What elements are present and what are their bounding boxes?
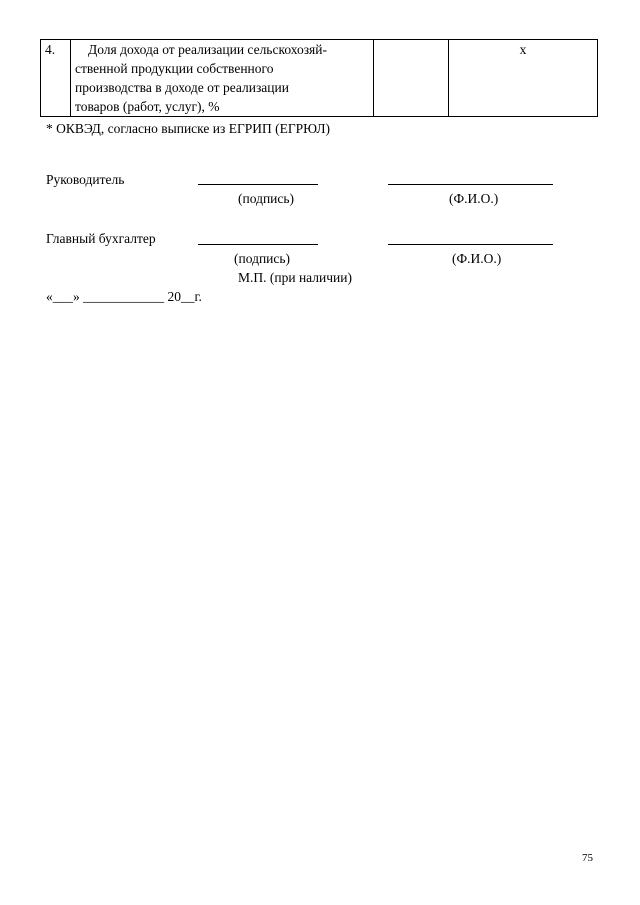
stamp-note: М.П. (при наличии) [238, 270, 352, 285]
row-name-cell [71, 40, 374, 117]
accountant-signature-line [198, 244, 318, 245]
row-name-line: ственной продукции собственного [75, 61, 274, 76]
head-signature-line [198, 184, 318, 185]
head-name-caption: (Ф.И.О.) [449, 191, 499, 206]
head-title: Руководитель [46, 172, 125, 187]
accountant-title: Главный бухгалтер [46, 231, 156, 246]
head-name-line [388, 184, 553, 185]
accountant-signature-caption: (подпись) [234, 251, 291, 266]
row-number: 4. [41, 40, 71, 117]
table-row [41, 40, 598, 117]
head-signature-caption: (подпись) [238, 191, 295, 206]
row-name-line: Доля дохода от реализации сельскохозяй- [88, 42, 327, 57]
accountant-name-line [388, 244, 553, 245]
row-value-x-cell: x [449, 40, 598, 117]
accountant-name-caption: (Ф.И.О.) [452, 251, 502, 266]
indicator-table [40, 39, 598, 117]
footnote: * ОКВЭД, согласно выписке из ЕГРИП (ЕГРЮЛ) [46, 121, 331, 136]
date-line: «___» ____________ 20__г. [46, 289, 202, 304]
row-value-cell [374, 40, 449, 117]
row-name-line: товаров (работ, услуг), % [75, 99, 220, 114]
page-number: 75 [582, 852, 593, 864]
row-name-line: производства в доходе от реализации [75, 80, 289, 95]
